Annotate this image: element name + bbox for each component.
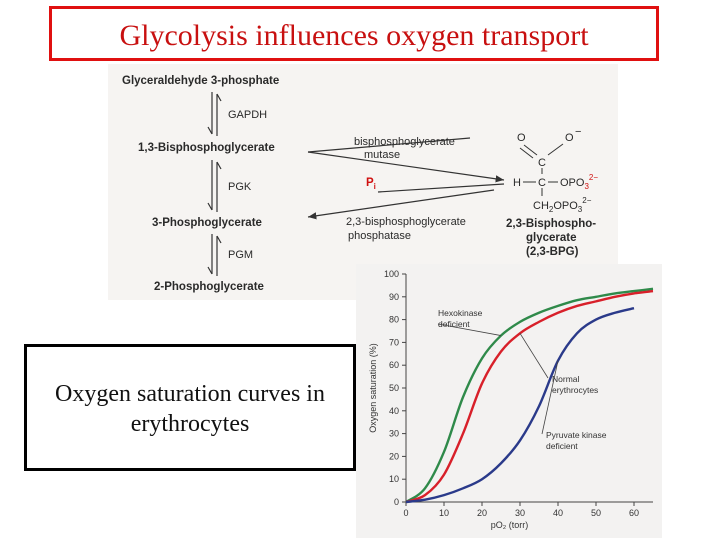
struct-c2: C xyxy=(538,177,546,189)
struct-h: H xyxy=(513,177,521,189)
struct-o-top: O xyxy=(517,132,526,144)
caption-line-2: erythrocytes xyxy=(130,411,250,437)
mutase-label-2: mutase xyxy=(364,149,401,161)
bpg-structure xyxy=(513,126,598,214)
mutase-arrow xyxy=(308,152,504,180)
y-tick-label: 70 xyxy=(388,337,399,348)
phosphatase-label-1: 2,3-bisphosphoglycerate xyxy=(346,216,466,228)
slide-title: Glycolysis influences oxygen transport xyxy=(119,19,589,52)
y-tick-label: 0 xyxy=(393,497,399,507)
equilibrium-arrow-3 xyxy=(208,234,221,276)
metabolite-g3p: Glyceraldehyde 3-phosphate xyxy=(122,75,280,87)
metabolite-13bpg: 1,3-Bisphosphoglycerate xyxy=(138,142,275,154)
y-tick-label: 60 xyxy=(388,360,399,371)
y-tick-label: 90 xyxy=(388,291,399,302)
y-tick-label: 50 xyxy=(388,383,399,393)
chart-ticks xyxy=(384,269,639,518)
x-tick-label: 0 xyxy=(403,508,409,518)
x-tick-label: 50 xyxy=(590,508,602,518)
saturation-chart xyxy=(356,264,662,538)
equilibrium-arrow-1 xyxy=(208,92,221,136)
saturation-chart-panel xyxy=(356,264,662,538)
enzyme-gapdh: GAPDH xyxy=(228,109,268,121)
phosphatase-label-2: phosphatase xyxy=(348,230,411,242)
y-tick-label: 40 xyxy=(388,405,399,416)
caption-line-1: Oxygen saturation curves in xyxy=(55,381,325,407)
x-tick-label: 20 xyxy=(476,508,488,518)
equilibrium-arrow-2 xyxy=(208,160,221,212)
struct-ch2opo3: $CH_2OPO_3^{2-}$ xyxy=(533,196,592,214)
annotation-label: Hexokinase xyxy=(438,308,483,318)
x-tick-label: 30 xyxy=(514,508,526,518)
phosphatase-arrow xyxy=(308,190,494,217)
x-axis-label: pO₂ (torr) xyxy=(490,520,529,530)
bpg-name-1: 2,3-Bisphospho- xyxy=(506,218,597,230)
x-tick-label: 60 xyxy=(628,508,640,518)
y-tick-label: 20 xyxy=(388,451,399,462)
y-tick-label: 100 xyxy=(383,269,399,279)
x-tick-label: 40 xyxy=(552,508,564,518)
y-axis-label: Oxygen saturation (%) xyxy=(368,343,378,433)
caption-text xyxy=(27,379,353,439)
mutase-label-1: bisphosphoglycerate xyxy=(354,136,455,148)
y-tick-label: 10 xyxy=(388,474,399,485)
title-box xyxy=(49,6,659,61)
annotation-label: Normal xyxy=(552,374,580,384)
struct-opo3: $OPO_3^{2-}$ xyxy=(560,173,599,191)
x-tick-label: 10 xyxy=(438,508,450,518)
bpg-name-2: glycerate xyxy=(526,232,577,244)
metabolite-2pg: 2-Phosphoglycerate xyxy=(154,281,264,293)
struct-minus: − xyxy=(575,126,582,138)
phosphate-pi: $P_i$ xyxy=(366,177,376,191)
annotation-leader xyxy=(520,333,548,378)
y-tick-label: 80 xyxy=(388,314,399,325)
series-line-2 xyxy=(406,308,634,502)
bpg-name-3: (2,3-BPG) xyxy=(526,246,579,258)
enzyme-pgm: PGM xyxy=(228,249,254,261)
annotation-label: deficient xyxy=(438,319,470,329)
y-tick-label: 30 xyxy=(388,428,399,439)
annotation-label: Pyruvate kinase xyxy=(546,430,607,440)
metabolite-3pg: 3-Phosphoglycerate xyxy=(152,217,262,229)
enzyme-pgk: PGK xyxy=(228,181,252,193)
struct-o-minus: O xyxy=(565,132,574,144)
annotation-label: erythrocytes xyxy=(552,385,599,395)
caption-box xyxy=(24,344,356,471)
annotation-label: deficient xyxy=(546,441,578,451)
struct-c1: C xyxy=(538,157,546,169)
